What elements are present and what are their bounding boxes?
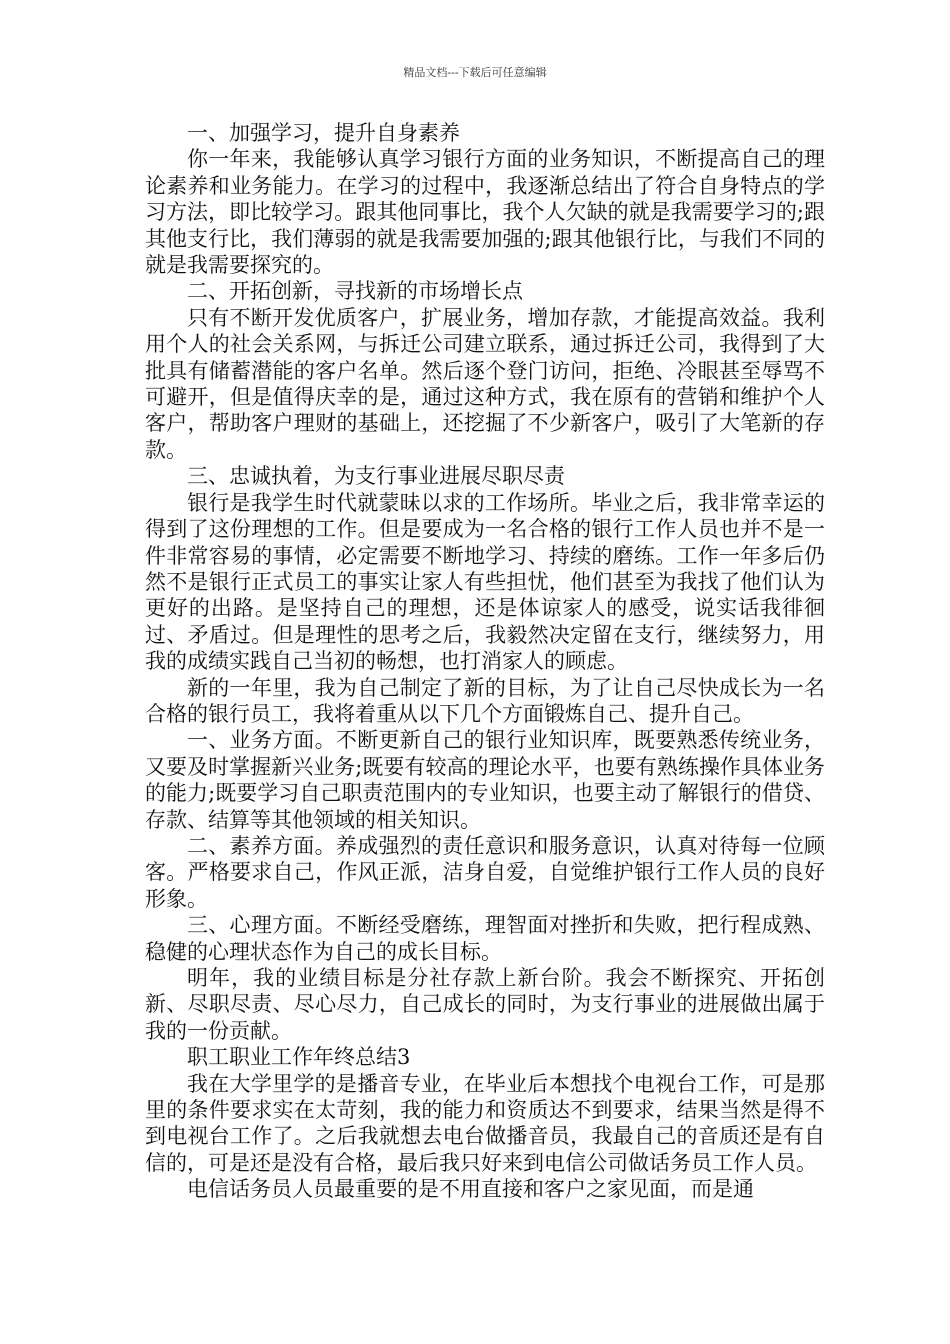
paragraph-telecom-operator: 电信话务员人员最重要的是不用直接和客户之家见面，而是通 bbox=[187, 1177, 754, 1202]
page-header: 精品文档---下载后可任意编辑 bbox=[403, 66, 547, 79]
section-heading-loyalty: 三、忠诚执着，为支行事业进展尽职尽责 bbox=[187, 464, 565, 489]
paragraph-new-year-goals: 新的一年里，我为自己制定了新的目标，为了让自己尽快成长为一名合格的银行员工，我将着重从以下几个方面锻炼自己、提升自己。 bbox=[145, 675, 825, 726]
paragraph-study: 你一年来，我能够认真学习银行方面的业务知识，不断提高自己的理论素养和业务能力。在学习的过程中，我逐渐总结出了符合自身特点的学习方法，即比较学习。跟其他同事比，我个人欠缺的就是我需要学习的;跟其他支行比，我们薄弱的就是我需要加强的;跟其他银行比，与我们不同的就是我需要探究的。 bbox=[145, 147, 825, 278]
paragraph-quality-aspect: 二、素养方面。养成强烈的责任意识和服务意识，认真对待每一位顾客。严格要求自己，作风正派，洁身自爱，自觉维护银行工作人员的良好形象。 bbox=[145, 833, 825, 911]
paragraph-broadcasting: 我在大学里学的是播音专业，在毕业后本想找个电视台工作，可是那里的条件要求实在太苛刻，我的能力和资质达不到要求，结果当然是得不到电视台工作了。之后我就想去电台做播音员，我最自己的音质还是有自信的，可是还是没有合格，最后我只好来到电信公司做话务员工作人员。 bbox=[145, 1071, 825, 1175]
document-body bbox=[145, 120, 825, 1203]
section-heading-innovation: 二、开拓创新，寻找新的市场增长点 bbox=[187, 279, 523, 304]
section-heading-study: 一、加强学习，提升自身素养 bbox=[187, 121, 460, 145]
paragraph-innovation: 只有不断开发优质客户，扩展业务，增加存款，才能提高效益。我利用个人的社会关系网，与拆迁公司建立联系，通过拆迁公司，我得到了大批具有储蓄潜能的客户名单。然后逐个登门访问，拒绝、冷眼甚至辱骂不可避开，但是值得庆幸的是，通过这种方式，我在原有的营销和维护个人客户，帮助客户理财的基础上，还挖掘了不少新客户，吸引了大笔新的存款。 bbox=[145, 305, 825, 462]
paragraph-psychology-aspect: 三、心理方面。不断经受磨练，理智面对挫折和失败，把行程成熟、稳健的心理状态作为自己的成长目标。 bbox=[145, 913, 825, 964]
paragraph-next-year: 明年，我的业绩目标是分社存款上新台阶。我会不断探究、开拓创新、尽职尽责、尽心尽力，自己成长的同时，为支行事业的进展做出属于我的一份贡献。 bbox=[145, 966, 825, 1043]
paragraph-business-aspect: 一、业务方面。不断更新自己的银行业知识库，既要熟悉传统业务，又要及时掌握新兴业务;既要有较高的理论水平，也要有熟练操作具体业务的能力;既要学习自己职责范围内的专业知识，也要主动了解银行的借贷、存款、结算等其他领域的相关知识。 bbox=[145, 728, 825, 832]
section-title-summary-3: 职工职业工作年终总结3 bbox=[187, 1045, 411, 1070]
paragraph-loyalty: 银行是我学生时代就蒙昧以求的工作场所。毕业之后，我非常幸运的得到了这份理想的工作。但是要成为一名合格的银行工作人员也并不是一件非常容易的事情，必定需要不断地学习、持续的磨练。工作一年多后仍然不是银行正式员工的事实让家人有些担忧，他们甚至为我找了他们认为更好的出路。是坚持自己的理想，还是体谅家人的感受，说实话我徘徊过、矛盾过。但是理性的思考之后，我毅然决定留在支行，继续努力，用我的成绩实践自己当初的畅想，也打消家人的顾虑。 bbox=[145, 490, 825, 674]
